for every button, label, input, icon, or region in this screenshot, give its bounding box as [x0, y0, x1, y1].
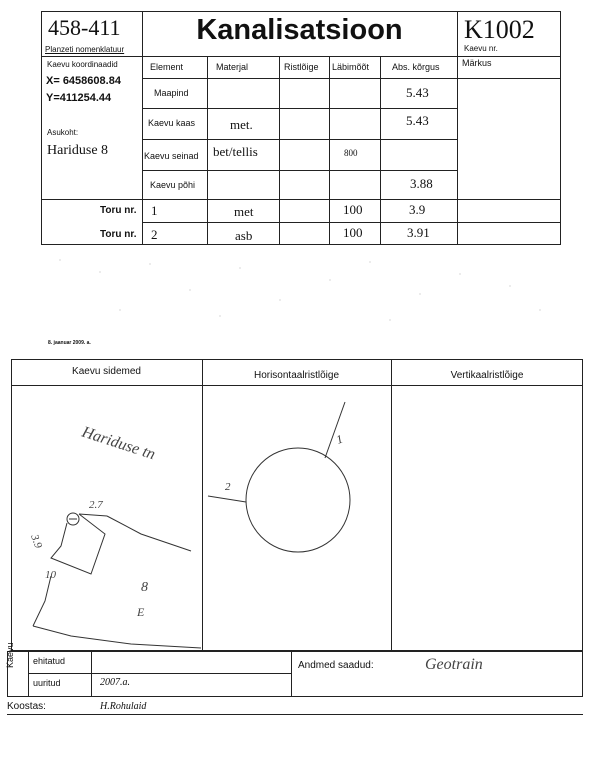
well-number-caption: Kaevu nr.	[464, 44, 498, 53]
data-from-value: Geotrain	[425, 656, 483, 673]
location-sketch	[11, 386, 202, 650]
row-element: Kaevu põhi	[150, 180, 196, 190]
pipe-label: Toru nr.	[100, 229, 137, 240]
header-remarks: Märkus	[462, 58, 492, 68]
location-value: Hariduse 8	[47, 143, 109, 158]
horizontal-section-drawing	[203, 386, 391, 650]
col-title-vertical: Vertikaalristlõige	[450, 370, 524, 381]
footer-box	[7, 651, 583, 697]
house-number: 8	[141, 580, 148, 595]
data-from-label: Andmed saadud:	[298, 660, 374, 671]
col-title-horizontal: Horisontaalristlõige	[253, 370, 340, 381]
header-elevation: Abs. kõrgus	[392, 62, 440, 72]
row-elevation: 5.43	[406, 85, 429, 100]
row-elevation: 5.43	[406, 113, 429, 128]
row-material: met.	[230, 117, 253, 132]
page-title: Kanalisatsioon	[196, 14, 403, 46]
pipe-elevation: 3.9	[409, 202, 426, 217]
location-label: Asukoht:	[47, 128, 79, 137]
dimension-label: 10	[45, 569, 56, 581]
row-element: Kaevu kaas	[148, 118, 196, 128]
pipe-1-label: 1	[334, 431, 345, 447]
pipe-2-label: 2	[225, 481, 231, 493]
row-element: Kaevu seinad	[144, 151, 199, 161]
house-letter: E	[137, 605, 145, 619]
x-coordinate: X= 6458608.84	[46, 75, 121, 87]
dimension-label: 3.9	[28, 532, 45, 550]
pipe-number: 2	[151, 227, 158, 242]
y-coordinate: Y=411254.44	[46, 92, 112, 104]
plan-number: 458-411	[48, 15, 121, 40]
built-label: ehitatud	[33, 656, 66, 666]
pipe-material: met	[234, 204, 254, 219]
plan-number-caption: Planzeti nomenklatuur	[45, 45, 125, 54]
col-title-well-links: Kaevu sidemed	[72, 366, 141, 377]
examined-label: uuritud	[33, 678, 61, 688]
compiled-label: Koostas:	[7, 701, 46, 712]
well-side-label: Kaevu	[5, 642, 15, 668]
examined-value: 2007.a.	[100, 677, 130, 688]
dimension-label: 2.7	[89, 499, 103, 511]
row-diameter: 800	[344, 148, 358, 158]
row-material: bet/tellis	[213, 144, 258, 159]
scan-noise	[40, 250, 560, 330]
pipe-diameter: 100	[343, 225, 363, 240]
header-diameter: Läbimõõt	[332, 62, 370, 72]
well-number: K1002	[464, 15, 535, 44]
compiled-value: H.Rohulaid	[100, 701, 147, 712]
pipe-diameter: 100	[343, 202, 363, 217]
row-element: Maapind	[154, 88, 189, 98]
coords-label: Kaevu koordinaadid	[47, 60, 118, 69]
row-elevation: 3.88	[410, 176, 433, 191]
pipe-material: asb	[235, 228, 253, 243]
header-cross-section: Ristlõige	[284, 62, 319, 72]
pipe-label: Toru nr.	[100, 205, 137, 216]
date-line: 8. jaanuar 2009. a.	[48, 340, 91, 346]
header-element: Element	[150, 62, 184, 72]
pipe-elevation: 3.91	[407, 225, 430, 240]
pipe-number: 1	[151, 203, 158, 218]
header-material: Materjal	[216, 62, 249, 72]
street-note: Hariduse tn	[79, 423, 158, 464]
